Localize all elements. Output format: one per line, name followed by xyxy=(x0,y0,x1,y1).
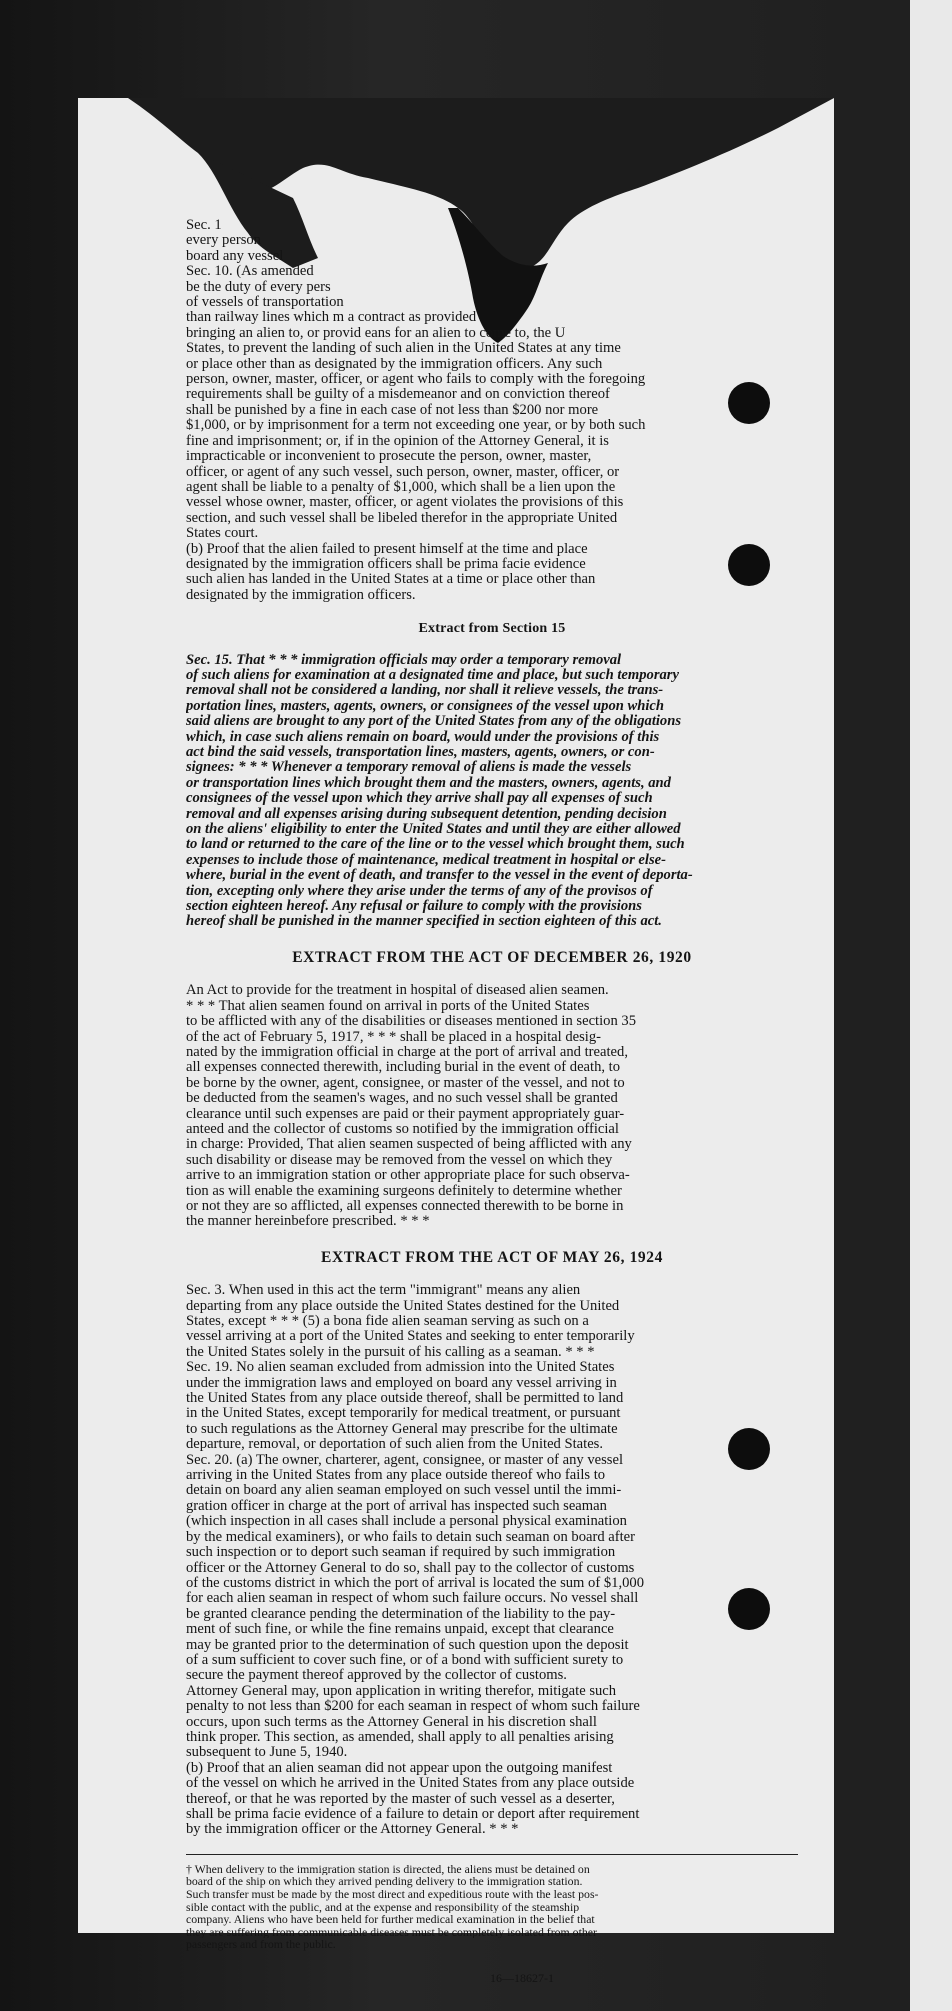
text-line: of such aliens for examination at a designated time and place, but such temporary xyxy=(186,667,679,683)
text-line: $1,000, or by imprisonment for a term not exceeding one year, or by both such xyxy=(186,418,646,434)
text-line: occurs, upon such terms as the Attorney General in his discretion shall xyxy=(186,1714,597,1730)
text-line: shall be prima facie evidence of a failure to detain or deport after requirement xyxy=(186,1807,640,1822)
text-line: of the act of February 5, 1917, * * * shall be placed in a hospital desig- xyxy=(186,1029,602,1045)
scan-edge-strip xyxy=(910,0,952,2011)
text-line: section eighteen hereof. Any refusal or failure to comply with the provisions xyxy=(186,899,642,915)
print-code: 16—18627-1 xyxy=(490,1970,554,1985)
text-line: to such regulations as the Attorney General may prescribe for the ultimate xyxy=(186,1421,618,1437)
text-line: fine and imprisonment; or, if in the opinion of the Attorney General, it is xyxy=(186,433,609,449)
text-line: on the aliens' eligibility to enter the United States and until they are either allowed xyxy=(186,822,681,838)
text-line: penalty to not less than $200 for each seaman in respect of whom such failure xyxy=(186,1699,640,1715)
text-line: Sec. 3. When used in this act the term "immigrant" means any alien xyxy=(186,1283,581,1299)
text-line: by the immigration officer or the Attorney General. * * * xyxy=(186,1822,519,1838)
text-line: of vessels of transportation xyxy=(186,295,344,311)
text-line: sible contact with the public, and at the expense and responsibility of the steamship xyxy=(186,1900,580,1914)
text-line: An Act to provide for the treatment in hospital of diseased alien seamen. xyxy=(186,983,609,999)
text-line: anteed and the collector of customs so notified by the immigration official xyxy=(186,1121,619,1137)
text-line: States court. xyxy=(186,526,259,542)
sec9-fragment xyxy=(186,218,798,264)
text-line: the United States solely in the pursuit of his calling as a seaman. * * * xyxy=(186,1344,595,1360)
text-line: the manner hereinbefore prescribed. * * * xyxy=(186,1214,430,1230)
text-line: clearance until such expenses are paid or their payment appropriately guar- xyxy=(186,1106,625,1122)
heading-act-1920: EXTRACT FROM THE ACT OF DECEMBER 26, 1920 xyxy=(292,948,692,966)
footnote xyxy=(186,1863,798,1951)
text-line: agent shall be liable to a penalty of $1,000, which shall be a lien upon the xyxy=(186,479,616,495)
text-line: for each alien seaman in respect of whom such failure occurs. No vessel shall xyxy=(186,1591,639,1607)
text-line: Sec. 15. That * * * immigration officials may order a temporary removal xyxy=(186,652,622,668)
text-line: in the United States, except temporarily for medical treatment, or pursuant xyxy=(186,1406,621,1422)
text-line: designated by the immigration officers. xyxy=(186,587,416,603)
text-line: or place other than as designated by the immigration officers. Any such xyxy=(186,356,603,372)
text-line: signees: * * * Whenever a temporary removal of aliens is made the vessels xyxy=(186,760,632,776)
text-line: Sec. 1 xyxy=(186,218,222,233)
text-line: to land or returned to the care of the line or to the vessel which brought them, such xyxy=(186,837,685,853)
text-line: of a sum sufficient to cover such fine, or of a bond with sufficient surety to xyxy=(186,1652,624,1668)
text-line: such inspection or to deport such seaman if required by such immigration xyxy=(186,1545,616,1561)
act-1920 xyxy=(186,983,798,1230)
text-line: be borne by the owner, agent, consignee, or master of the vessel, and not to xyxy=(186,1075,625,1091)
text-line: board any vessel xyxy=(186,248,284,264)
text-line: they are suffering from communicable diseases must be completely isolated from other xyxy=(186,1925,597,1939)
section-10 xyxy=(186,264,798,541)
text-line: Sec. 10. (As amended xyxy=(186,264,314,280)
text-line: under the immigration laws and employed on board any vessel arriving in xyxy=(186,1375,617,1391)
text-line: subsequent to June 5, 1940. xyxy=(186,1745,348,1761)
text-line: passengers and from the public. xyxy=(186,1938,336,1951)
text-line: secure the payment thereof approved by the collector of customs. xyxy=(186,1668,567,1684)
text-line: which, in case such aliens remain on board, would under the provisions of this xyxy=(186,729,660,745)
section-15 xyxy=(186,653,798,930)
text-line: arrive to an immigration station or other appropriate place for such observa- xyxy=(186,1168,630,1184)
text-line: portation lines, masters, agents, owners, or consignees of the vessel upon which xyxy=(186,698,665,714)
text-line: Such transfer must be made by the most direct and expeditious route with the least pos- xyxy=(186,1888,599,1901)
footnote-rule xyxy=(186,1854,798,1855)
text-line: said aliens are brought to any port of the United States from any of the obligations xyxy=(186,714,682,730)
text-line: States, except * * * (5) a bona fide alien seaman serving as such on a xyxy=(186,1314,589,1329)
text-line: section, and such vessel shall be libeled therefor in the appropriate United xyxy=(186,510,618,526)
text-line: vessel whose owner, master, officer, or agent violates the provisions of this xyxy=(186,495,624,511)
document-text xyxy=(186,218,798,1986)
text-line: consignees of the vessel upon which they arrive shall pay all expenses of such xyxy=(186,791,653,807)
text-line: every person xyxy=(186,233,261,249)
text-line: thereof, or that he was reported by the master of such vessel as a deserter, xyxy=(186,1791,615,1807)
section-10-b xyxy=(186,542,798,604)
text-line: departing from any place outside the United States destined for the United xyxy=(186,1298,620,1314)
text-line: board of the ship on which they arrived pending delivery to the immigration station. xyxy=(186,1875,583,1888)
text-line: (b) Proof that an alien seaman did not appear upon the outgoing manifest xyxy=(186,1760,613,1776)
text-line: company. Aliens who have been held for further medical examination in the belief that xyxy=(186,1913,595,1926)
text-line: or not they are so afflicted, all expenses connected therewith to be borne in xyxy=(186,1198,624,1214)
text-line: officer or the Attorney General to do so, shall pay to the collector of customs xyxy=(186,1560,635,1576)
text-line: may be granted prior to the determination of such question upon the deposit xyxy=(186,1637,629,1653)
text-line: Sec. 19. No alien seaman excluded from admission into the United States xyxy=(186,1360,615,1376)
text-line: removal and all expenses arising during subsequent detention, pending decision xyxy=(186,806,667,822)
text-line: officer, or agent of any such vessel, such person, owner, master, officer, or xyxy=(186,464,620,480)
text-line: impracticable or inconvenient to prosecute the person, owner, master, xyxy=(186,449,592,465)
text-line: of the customs district in which the port of arrival is located the sum of $1,000 xyxy=(186,1575,644,1591)
text-line: shall be punished by a fine in each case of not less than $200 nor more xyxy=(186,402,599,418)
text-line: (b) Proof that the alien failed to present himself at the time and place xyxy=(186,541,588,557)
text-line: of the vessel on which he arrived in the United States from any place outside xyxy=(186,1776,635,1792)
text-line: be the duty of every pers xyxy=(186,279,331,295)
text-line: such disability or disease may be removed from the vessel on which they xyxy=(186,1152,613,1168)
text-line: departure, removal, or deportation of such alien from the United States. xyxy=(186,1437,604,1453)
text-line: nated by the immigration official in charge at the port of arrival and treated, xyxy=(186,1044,628,1060)
text-line: in charge: Provided, That alien seamen suspected of being afflicted with any xyxy=(186,1137,632,1153)
text-line: removal shall not be considered a landing, nor shall it relieve vessels, the trans- xyxy=(186,683,664,699)
text-line: or transportation lines which brought them and the masters, owners, agents, and xyxy=(186,775,671,791)
text-line: person, owner, master, officer, or agent who fails to comply with the foregoing xyxy=(186,372,646,388)
text-line: the United States from any place outside thereof, shall be permitted to land xyxy=(186,1391,624,1407)
text-line: tion as will enable the examining surgeons definitely to determine whether xyxy=(186,1183,622,1199)
text-line: arriving in the United States from any place outside thereof who fails to xyxy=(186,1468,606,1484)
text-line: * * * That alien seamen found on arrival in ports of the United States xyxy=(186,998,590,1014)
text-line: ment of such fine, or while the fine remains unpaid, except that clearance xyxy=(186,1622,614,1638)
text-line: all expenses connected therewith, including burial in the event of death, to xyxy=(186,1060,621,1076)
text-line: be deducted from the seamen's wages, and no such vessel shall be granted xyxy=(186,1091,618,1107)
text-line: requirements shall be guilty of a misdemeanor and on conviction thereof xyxy=(186,387,610,403)
text-line: Sec. 20. (a) The owner, charterer, agent, consignee, or master of any vessel xyxy=(186,1452,624,1468)
text-line: tion, excepting only where they arise under the terms of any of the provisos of xyxy=(186,883,653,899)
text-line: bringing an alien to, or provid eans for an alien to come to, the U xyxy=(186,325,566,341)
text-line: think proper. This section, as amended, shall apply to all penalties arising xyxy=(186,1729,614,1745)
act-1924 xyxy=(186,1283,798,1838)
text-line: vessel arriving at a port of the United States and seeking to enter temporarily xyxy=(186,1329,635,1345)
text-line: † When delivery to the immigration station is directed, the aliens must be detained on xyxy=(186,1862,590,1876)
text-line: gration officer in charge at the port of arrival has inspected such seaman xyxy=(186,1498,607,1514)
text-line: designated by the immigration officers shall be prima facie evidence xyxy=(186,556,586,572)
text-line: States, to prevent the landing of such alien in the United States at any time xyxy=(186,341,621,357)
text-line: Attorney General may, upon application in writing therefor, mitigate such xyxy=(186,1683,617,1699)
text-line: act bind the said vessels, transportation lines, masters, agents, owners, or con- xyxy=(186,745,655,760)
text-line: than railway lines which m a contract as provided xyxy=(186,310,477,326)
text-line: detain on board any alien seaman employed on such vessel until the immi- xyxy=(186,1483,622,1499)
heading-section-15: Extract from Section 15 xyxy=(418,621,566,637)
text-line: where, burial in the event of death, and transfer to the vessel in the event of deporta- xyxy=(186,868,693,884)
text-line: (which inspection in all cases shall include a personal physical examination xyxy=(186,1514,627,1530)
text-line: hereof shall be punished in the manner specified in section eighteen of this act. xyxy=(186,914,662,930)
text-line: such alien has landed in the United States at a time or place other than xyxy=(186,572,596,588)
text-line: expenses to include those of maintenance, medical treatment in hospital or else- xyxy=(186,852,666,868)
text-line: to be afflicted with any of the disabilities or diseases mentioned in section 35 xyxy=(186,1014,637,1030)
heading-act-1924: EXTRACT FROM THE ACT OF MAY 26, 1924 xyxy=(321,1248,663,1266)
text-line: be granted clearance pending the determination of the liability to the pay- xyxy=(186,1606,616,1622)
text-line: by the medical examiners), or who fails to detain such seaman on board after xyxy=(186,1529,636,1545)
